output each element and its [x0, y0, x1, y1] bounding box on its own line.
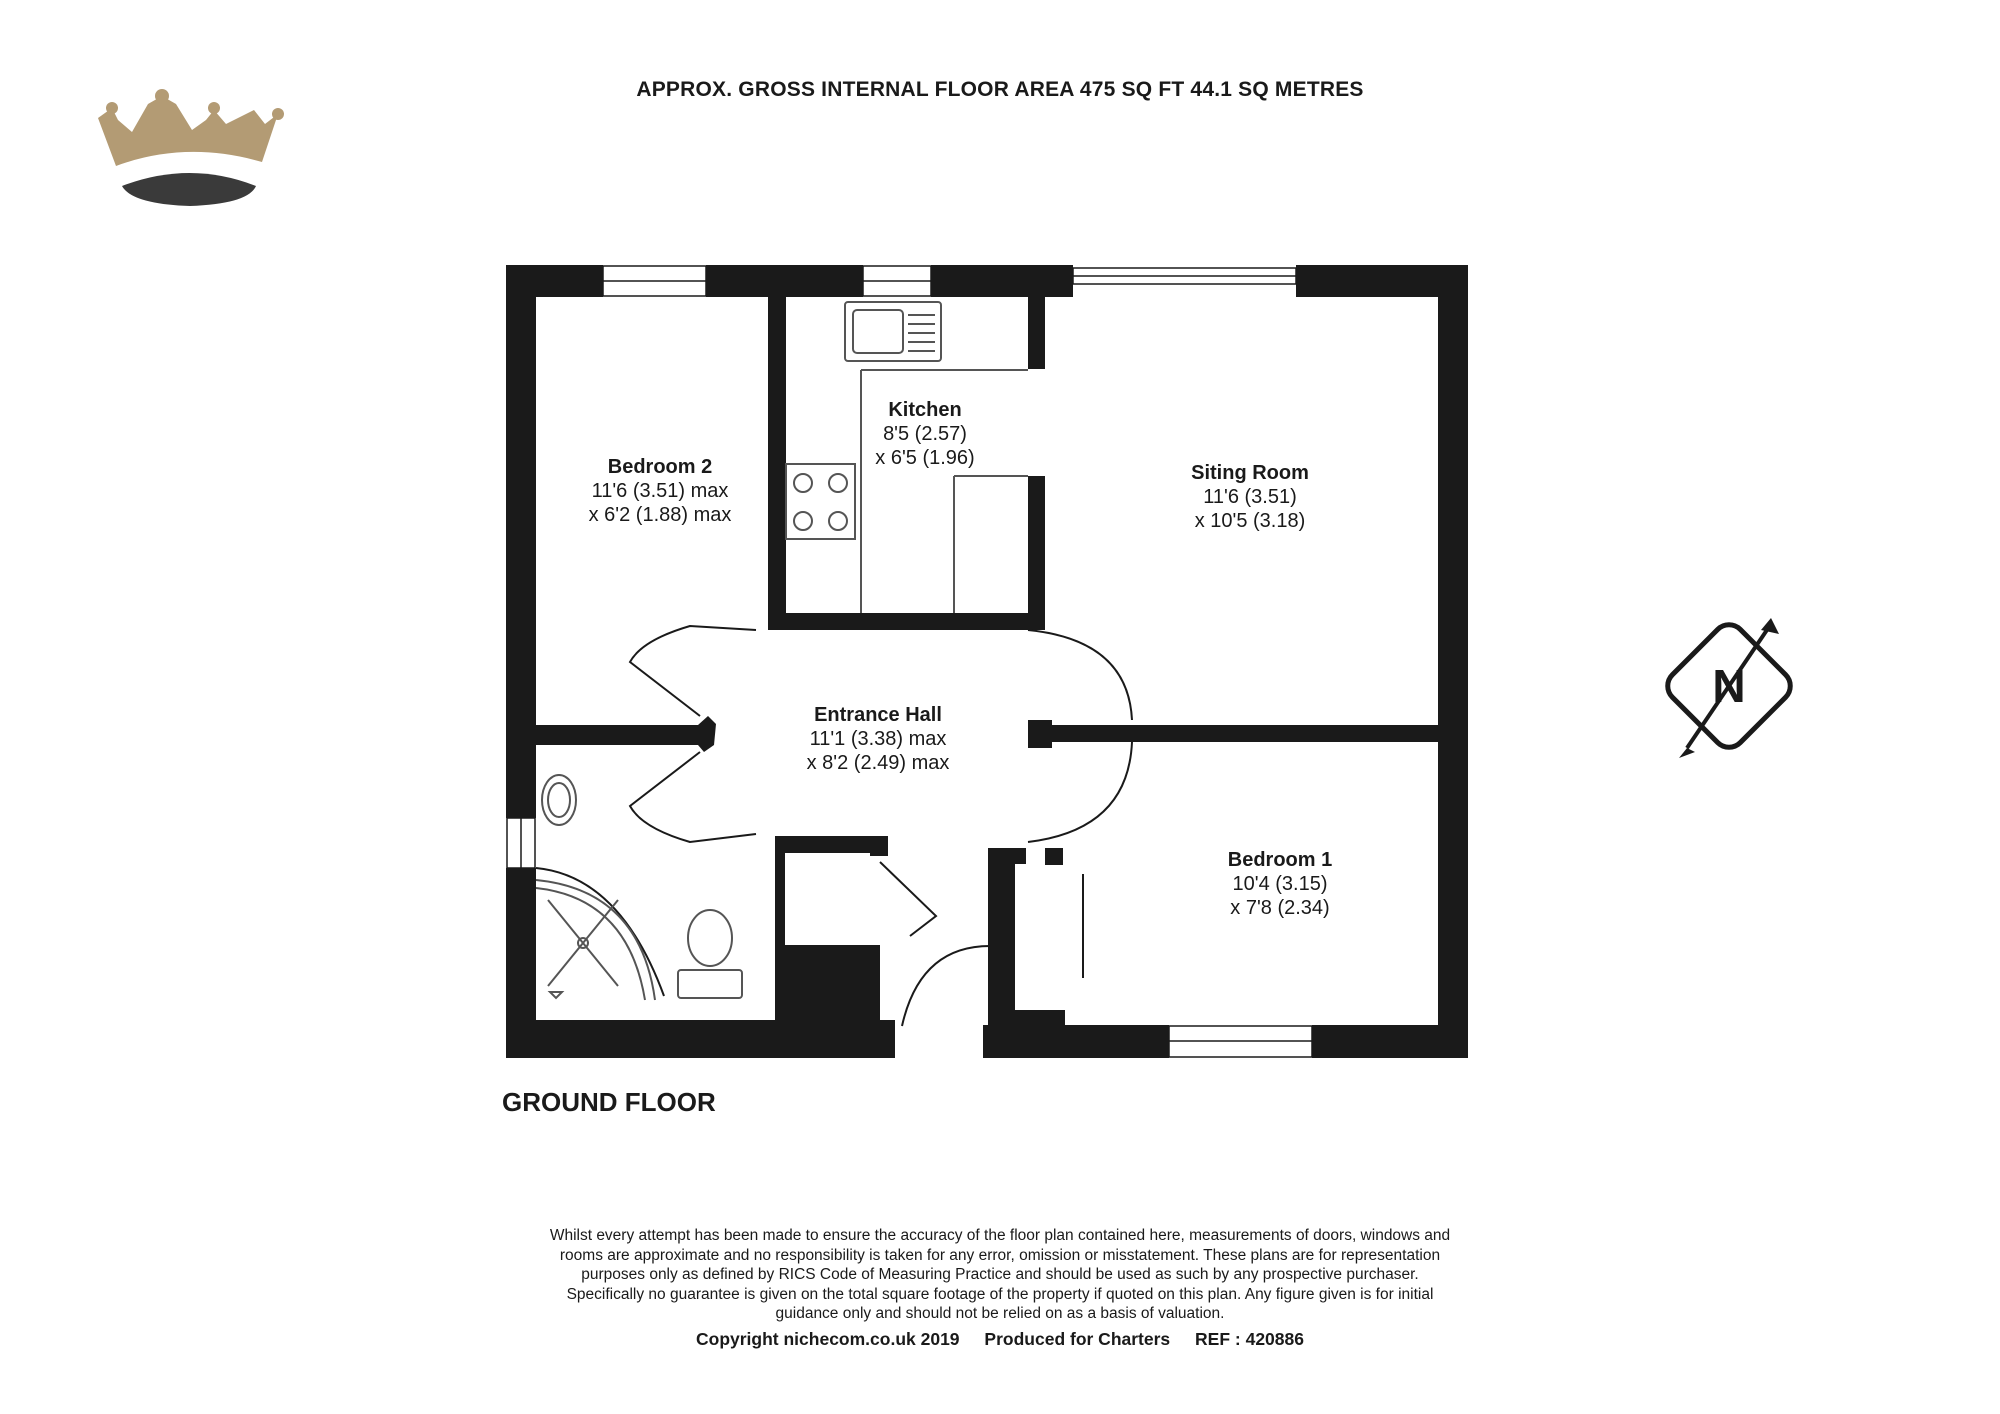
disclaimer [500, 1226, 1500, 1324]
room-dimension: x 10'5 (3.18) [1194, 510, 1306, 532]
compass-letter: N [1712, 660, 1746, 712]
room-name: Bedroom 1 [1227, 849, 1333, 871]
exterior-walls [506, 265, 1468, 1058]
disclaimer-line: purposes only as defined by RICS Code of Measuring Practice and should be used as such by any prospective purchaser. [581, 1266, 1419, 1283]
reference-text: REF : 420886 [1195, 1329, 1304, 1349]
floor-area-heading: APPROX. GROSS INTERNAL FLOOR AREA 475 SQ FT 44.1 SQ METRES [636, 78, 1364, 101]
room-dimension: 11'6 (3.51) [1203, 486, 1297, 508]
room-name: Kitchen [888, 399, 962, 421]
disclaimer-line: Specifically no guarantee is given on the total square footage of the property if quoted on this plan. Any figure given is for initial [566, 1285, 1434, 1303]
room-kitchen [840, 398, 1010, 470]
windows [507, 266, 1312, 1057]
north-compass-icon [1661, 618, 1797, 758]
room-bedroom-2 [560, 455, 760, 527]
room-dimension: 10'4 (3.15) [1232, 873, 1328, 895]
crown-logo-icon [98, 89, 284, 206]
disclaimer-line: Whilst every attempt has been made to ensure the accuracy of the floor plan contained here, measurements of doors, windows and [549, 1227, 1451, 1244]
room-dimension: 8'5 (2.57) [883, 423, 967, 445]
room-dimension: 11'1 (3.38) max [809, 728, 947, 750]
room-name: Siting Room [1191, 462, 1309, 484]
room-dimension: x 8'2 (2.49) max [806, 752, 950, 774]
room-dimension: 11'6 (3.51) max [591, 480, 729, 502]
room-name: Bedroom 2 [607, 456, 713, 478]
bathroom-fixtures [536, 775, 742, 1000]
disclaimer-line: rooms are approximate and no responsibility is taken for any error, omission or misstatement. These plans are for representation [559, 1246, 1441, 1264]
room-bedroom-1 [1195, 848, 1365, 920]
floor-label: GROUND FLOOR [502, 1087, 716, 1117]
room-dimension: x 7'8 (2.34) [1230, 897, 1330, 919]
disclaimer-line: guidance only and should not be relied on as a basis of valuation. [775, 1305, 1225, 1322]
footer [0, 1329, 2000, 1350]
room-dimension: x 6'2 (1.88) max [588, 504, 732, 526]
room-siting-room [1160, 461, 1340, 533]
room-name: Entrance Hall [814, 704, 942, 726]
room-entrance-hall [778, 703, 978, 775]
copyright-text: Copyright nichecom.co.uk 2019 [696, 1329, 960, 1349]
produced-for-text: Produced for Charters [984, 1329, 1171, 1349]
room-dimension: x 6'5 (1.96) [875, 447, 975, 469]
